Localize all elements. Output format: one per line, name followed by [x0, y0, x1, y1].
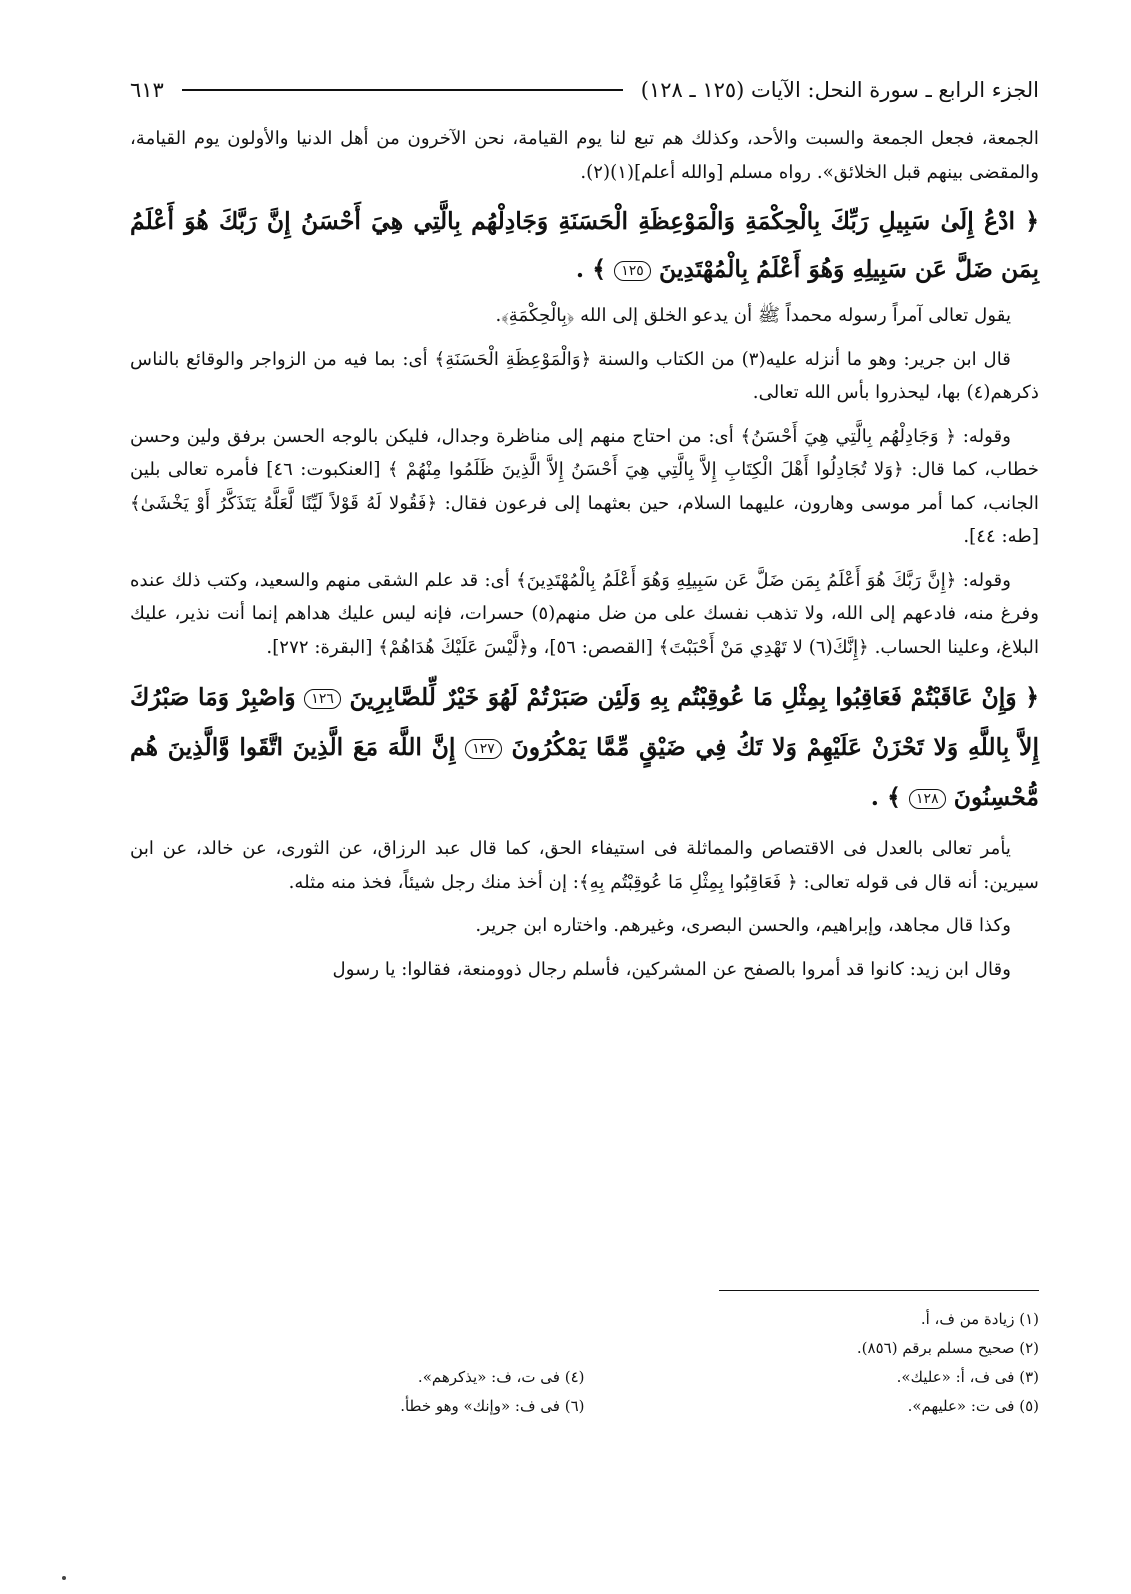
verse-text: إِنَّ اللَّهَ مَعَ الَّذِينَ اتَّقَوا وَّالَّذِينَ هُم مُّحْسِنُونَ [130, 733, 1039, 811]
footnote: (١) زيادة من ف، أ. [920, 1310, 1039, 1328]
verse-text: ﴿ وَإِنْ عَاقَبْتُمْ فَعَاقِبُوا بِمِثْلِ مَا عُوقِبْتُم بِهِ وَلَئِن صَبَرْتُمْ لَهُوَ خَيْرٌ لِّلصَّابِرِينَ [349, 683, 1039, 711]
footnote: (٣) فى ف، أ: «عليك». [896, 1368, 1039, 1386]
footnote: (٢) صحيح مسلم برقم (٨٥٦). [856, 1339, 1039, 1357]
ayah-number: ١٢٥ [614, 261, 651, 281]
footnote-divider [719, 1290, 1039, 1291]
footnote-row [130, 1392, 1039, 1421]
page-body [130, 122, 1039, 986]
paragraph: الجمعة، فجعل الجمعة والسبت والأحد، وكذلك هم تبع لنا يوم القيامة، نحن الآخرون من أهل الدنيا والأولون يوم القيامة، والمقضى بينهم قبل الخلائق». رواه مسلم [والله أعلم](١)(٢). [130, 128, 1039, 183]
quran-verses-126-128 [130, 672, 1039, 822]
page-number: ٦١٣ [130, 78, 164, 102]
ayah-number: ١٢٧ [465, 739, 502, 759]
ayah-number: ١٢٨ [909, 789, 946, 809]
paragraph: وقوله: ﴿ وَجَادِلْهُم بِالَّتِي هِيَ أَحْسَنُ﴾ أى: من احتاج منهم إلى مناظرة وجدال، فليكن بالوجه الحسن برفق ولين وحسن خطاب، كما قال: ﴿وَلا تُجَادِلُوا أَهْلَ الْكِتَابِ إِلاَّ بِالَّتِي هِيَ أَحْسَنُ إِلاَّ الَّذِينَ ظَلَمُوا مِنْهُمْ ﴾ [العنكبوت: ٤٦] فأمره تعالى بلين الجانب، كما أمر موسى وهارون، عليهما السلام، حين بعثهما إلى فرعون فقال: ﴿فَقُولا لَهُ قَوْلاً لَيِّنًا لَّعَلَّهُ يَتَذَكَّرُ أَوْ يَخْشَىٰ﴾ [طه: ٤٤]. [130, 425, 1039, 547]
footnote: (٦) فى ف: «وإنك» وهو خطأ. [400, 1397, 585, 1415]
header-rule [182, 89, 623, 91]
paragraph: وقال ابن زيد: كانوا قد أمروا بالصفح عن المشركين، فأسلم رجال ذوومنعة، فقالوا: يا رسول [332, 958, 1011, 980]
paragraph: وقوله: ﴿إِنَّ رَبَّكَ هُوَ أَعْلَمُ بِمَن ضَلَّ عَن سَبِيلِهِ وَهُوَ أَعْلَمُ بِالْمُهْتَدِينَ﴾ أى: قد علم الشقى منهم والسعيد، وكتب ذلك عنده وفرغ منه، فادعهم إلى الله، ولا تذهب نفسك على من ضل منهم(٥) حسرات، فإنه ليس عليك هداهم إنما أنت نذير، عليك البلاغ، وعلينا الحساب. ﴿إِنَّكَ(٦) لا تَهْدِي مَنْ أَحْبَبْتَ﴾ [القصص: ٥٦]، و﴿لَّيْسَ عَلَيْكَ هُدَاهُمْ﴾ [البقرة: ٢٧٢]. [130, 569, 1039, 658]
footnote: (٥) فى ت: «عليهم». [907, 1397, 1039, 1415]
verse-text: وَاصْبِرْ وَمَا صَبْرُكَ إِلاَّ بِاللَّهِ وَلا تَحْزَنْ عَلَيْهِمْ وَلا تَكُ فِي ضَيْقٍ مِّمَّا يَمْكُرُونَ [130, 683, 1039, 761]
verse-text: ﴿ ادْعُ إِلَىٰ سَبِيلِ رَبِّكَ بِالْحِكْمَةِ وَالْمَوْعِظَةِ الْحَسَنَةِ وَجَادِلْهُم بِالَّتِي هِيَ أَحْسَنُ إِنَّ رَبَّكَ هُوَ أَعْلَمُ بِمَن ضَلَّ عَن سَبِيلِهِ وَهُوَ أَعْلَمُ بِالْمُهْتَدِينَ [130, 207, 1039, 283]
paragraph: يأمر تعالى بالعدل فى الاقتصاص والمماثلة فى استيفاء الحق، كما قال عبد الرزاق، عن الثورى، عن خالد، عن ابن سيرين: أنه قال فى قوله تعالى: ﴿ فَعَاقِبُوا بِمِثْلِ مَا عُوقِبْتُم بِهِ﴾: إن أخذ منك رجل شيئاً، فخذ منه مثله. [130, 838, 1039, 893]
footnote: (٤) فى ت، ف: «يذكرهم». [417, 1368, 585, 1386]
verse-close-bracket: ﴾ . [870, 783, 901, 811]
footnote-row [130, 1305, 1039, 1334]
quran-verse-125 [130, 197, 1039, 293]
running-title: الجزء الرابع ـ سورة النحل: الآيات (١٢٥ ـ ١٢٨) [640, 78, 1039, 102]
paragraph: يقول تعالى آمراً رسوله محمداً ﷺ أن يدعو الخلق إلى الله ﴿بِالْحِكْمَةِ﴾. [495, 305, 1011, 326]
paragraph: وكذا قال مجاهد، وإبراهيم، والحسن البصرى، وغيرهم. واختاره ابن جرير. [475, 915, 1011, 936]
footnotes [130, 1305, 1039, 1421]
paragraph: قال ابن جرير: وهو ما أنزله عليه(٣) من الكتاب والسنة ﴿وَالْمَوْعِظَةِ الْحَسَنَةِ﴾ أى: بما فيه من الزواجر والوقائع بالناس ذكرهم(٤) بها، ليحذروا بأس الله تعالى. [130, 348, 1039, 403]
page-header [130, 70, 1039, 110]
verse-close-bracket: ﴾ . [575, 255, 607, 283]
footnote-row [130, 1334, 1039, 1363]
ayah-number: ١٢٦ [304, 689, 341, 709]
scan-speck [62, 1576, 66, 1580]
footnote-row [130, 1363, 1039, 1392]
